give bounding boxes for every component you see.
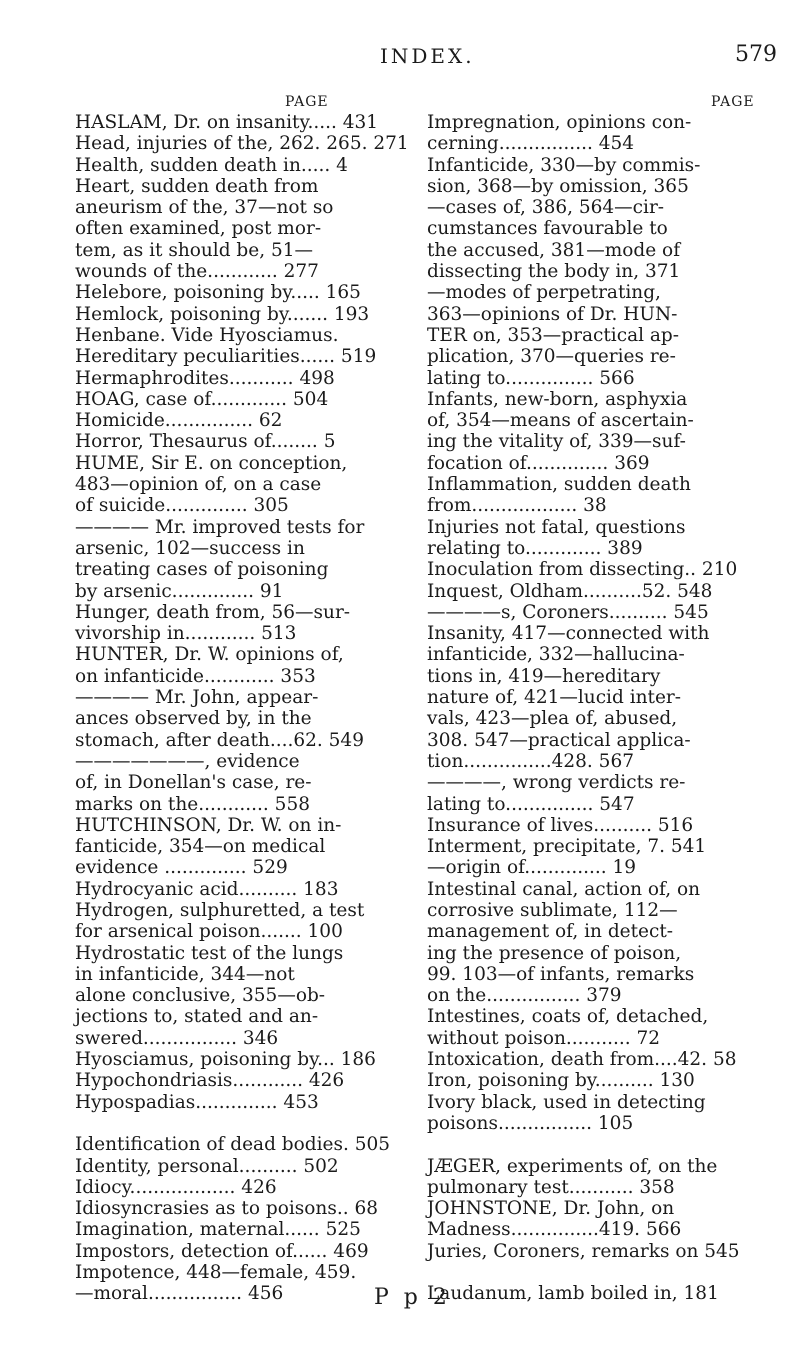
index-entry: —cases of, 386, 564—cir- xyxy=(427,197,665,219)
index-entry: HUME, Sir E. on conception, xyxy=(75,452,348,474)
index-entry xyxy=(427,1262,772,1283)
index-entry: of, in Donellan's case, re- xyxy=(75,772,312,794)
index-entry: Heart, sudden death from xyxy=(75,175,319,197)
index-entry: cerning................ 454 xyxy=(427,133,635,155)
index-entry: corrosive sublimate, 112— xyxy=(427,899,678,921)
index-entry: Hydrocyanic acid.......... 183 xyxy=(75,878,339,900)
index-entry: Hypochondriasis............ 426 xyxy=(75,1070,345,1092)
index-entry: 99. 103—of infants, remarks xyxy=(427,963,695,985)
index-entry: fanticide, 354—on medical xyxy=(75,836,326,858)
index-entry: ing the vitality of, 339—suf- xyxy=(427,431,686,453)
index-entry: treating cases of poisoning xyxy=(75,559,329,581)
index-entry: infanticide, 332—hallucina- xyxy=(427,644,685,666)
index-entry xyxy=(75,1113,420,1134)
index-entry: —moral................ 456 xyxy=(75,1283,284,1305)
index-entry: Hemlock, poisoning by....... 193 xyxy=(75,303,370,325)
index-entry: wounds of the............ 277 xyxy=(75,261,319,283)
index-entry: Hypospadias.............. 453 xyxy=(75,1091,319,1113)
index-entry: Infanticide, 330—by commis- xyxy=(427,154,701,176)
index-entry: Intestinal canal, action of, on xyxy=(427,878,701,900)
index-entry: Impregnation, opinions con- xyxy=(427,112,692,133)
right-index-column xyxy=(427,112,772,1305)
index-entry: Ivory black, used in detecting xyxy=(427,1091,706,1113)
index-entry: Iron, poisoning by.......... 130 xyxy=(427,1070,695,1092)
right-column-page-label: PAGE xyxy=(711,94,755,110)
index-entry: without poison........... 72 xyxy=(427,1027,661,1049)
printer-signature: P p 2 xyxy=(374,1285,451,1310)
index-entry: Hunger, death from, 56—sur- xyxy=(75,601,351,623)
index-entry: relating to............. 389 xyxy=(427,537,643,559)
index-entry: marks on the............ 558 xyxy=(75,793,310,815)
index-entry: of suicide.............. 305 xyxy=(75,495,289,517)
index-entry: stomach, after death....62. 549 xyxy=(75,729,364,751)
index-entry: Helebore, poisoning by..... 165 xyxy=(75,282,361,304)
index-entry: Juries, Coroners, remarks on 545 xyxy=(427,1240,740,1262)
index-entry xyxy=(427,1134,772,1155)
index-entry: Hyosciamus, poisoning by... 186 xyxy=(75,1049,376,1071)
index-entry: sion, 368—by omission, 365 xyxy=(427,175,689,197)
index-entry: on infanticide............ 353 xyxy=(75,665,316,687)
index-entry: ———————, evidence xyxy=(75,750,300,772)
index-entry: ————s, Coroners.......... 545 xyxy=(427,601,709,623)
index-entry: lating to............... 547 xyxy=(427,793,635,815)
index-entry: HASLAM, Dr. on insanity..... 431 xyxy=(75,112,379,133)
index-entry: Head, injuries of the, 262. 265. 271 xyxy=(75,133,409,155)
index-entry: by arsenic.............. 91 xyxy=(75,580,284,602)
index-entry: Identity, personal.......... 502 xyxy=(75,1155,339,1177)
left-index-column xyxy=(75,112,420,1305)
index-entry: alone conclusive, 355—ob- xyxy=(75,985,326,1007)
index-entry: Intestines, coats of, detached, xyxy=(427,1006,709,1028)
index-entry: Inquest, Oldham..........52. 548 xyxy=(427,580,713,602)
index-entry: Horror, Thesaurus of........ 5 xyxy=(75,431,336,453)
index-entry: Idiosyncrasies as to poisons.. 68 xyxy=(75,1198,379,1220)
index-entry: plication, 370—queries re- xyxy=(427,346,676,368)
index-entry: often examined, post mor- xyxy=(75,218,322,240)
index-entry: vals, 423—plea of, abused, xyxy=(427,708,678,730)
index-entry: poisons................ 105 xyxy=(427,1112,634,1134)
index-entry: Infants, new-born, asphyxia xyxy=(427,388,688,410)
index-entry: Health, sudden death in..... 4 xyxy=(75,154,348,176)
index-entry: Homicide............... 62 xyxy=(75,410,283,432)
index-entry: in infanticide, 344—not xyxy=(75,963,295,985)
index-entry: aneurism of the, 37—not so xyxy=(75,197,334,219)
index-entry: tem, as it should be, 51— xyxy=(75,239,314,261)
index-entry: lating to............... 566 xyxy=(427,367,635,389)
index-entry: Inoculation from dissecting.. 210 xyxy=(427,559,738,581)
index-entry: ———— Mr. improved tests for xyxy=(75,516,365,538)
index-entry: Imagination, maternal...... 525 xyxy=(75,1219,361,1241)
index-entry: pulmonary test........... 358 xyxy=(427,1176,675,1198)
index-entry: 483—opinion of, on a case xyxy=(75,474,322,496)
index-entry: Intoxication, death from....42. 58 xyxy=(427,1049,737,1071)
left-column-page-label: PAGE xyxy=(285,94,329,110)
index-entry: from.................. 38 xyxy=(427,495,607,517)
index-entry: Interment, precipitate, 7. 541 xyxy=(427,836,707,858)
index-entry: —origin of.............. 19 xyxy=(427,857,637,879)
index-entry: Hermaphrodites........... 498 xyxy=(75,367,335,389)
index-entry: Injuries not fatal, questions xyxy=(427,516,686,538)
index-entry: for arsenical poison....... 100 xyxy=(75,921,343,943)
index-entry: Hereditary peculiarities...... 519 xyxy=(75,346,377,368)
index-entry: the accused, 381—mode of xyxy=(427,239,681,261)
index-entry: Insanity, 417—connected with xyxy=(427,623,710,645)
index-entry: Insurance of lives.......... 516 xyxy=(427,814,694,836)
index-entry: arsenic, 102—success in xyxy=(75,537,305,559)
index-entry: Hydrostatic test of the lungs xyxy=(75,942,344,964)
index-entry: focation of.............. 369 xyxy=(427,452,650,474)
page-header xyxy=(0,44,800,74)
index-entry: Idiocy.................. 426 xyxy=(75,1176,277,1198)
index-entry: Inflammation, sudden death xyxy=(427,474,691,496)
index-entry: ing the presence of poison, xyxy=(427,942,682,964)
page-number: 579 xyxy=(735,42,777,67)
index-entry: 363—opinions of Dr. HUN- xyxy=(427,303,678,325)
index-entry: Hydrogen, sulphuretted, a test xyxy=(75,899,365,921)
index-entry: evidence .............. 529 xyxy=(75,857,288,879)
index-entry: vivorship in............ 513 xyxy=(75,623,297,645)
index-entry: tion...............428. 567 xyxy=(427,750,634,772)
index-entry: ances observed by, in the xyxy=(75,708,312,730)
index-entry: management of, in detect- xyxy=(427,921,674,943)
index-entry: dissecting the body in, 371 xyxy=(427,261,681,283)
index-entry: Impotence, 448—female, 459. xyxy=(75,1262,357,1284)
index-entry: Madness...............419. 566 xyxy=(427,1219,682,1241)
index-entry: JOHNSTONE, Dr. John, on xyxy=(427,1198,675,1220)
index-entry: tions in, 419—hereditary xyxy=(427,665,661,687)
index-entry: swered................ 346 xyxy=(75,1027,279,1049)
index-entry: HUNTER, Dr. W. opinions of, xyxy=(75,644,344,666)
index-entry: HUTCHINSON, Dr. W. on in- xyxy=(75,814,342,836)
index-entry: nature of, 421—lucid inter- xyxy=(427,687,682,709)
index-entry: on the................ 379 xyxy=(427,985,622,1007)
index-entry: Henbane. Vide Hyosciamus. xyxy=(75,324,339,346)
index-entry: —modes of perpetrating, xyxy=(427,282,661,304)
index-entry: cumstances favourable to xyxy=(427,218,668,240)
index-entry: TER on, 353—practical ap- xyxy=(427,324,680,346)
index-entry: Identification of dead bodies. 505 xyxy=(75,1134,391,1156)
running-title: INDEX. xyxy=(380,44,475,68)
index-entry: JÆGER, experiments of, on the xyxy=(427,1155,718,1177)
index-entry: jections to, stated and an- xyxy=(75,1006,319,1028)
index-entry: Impostors, detection of...... 469 xyxy=(75,1240,369,1262)
index-entry: 308. 547—practical applica- xyxy=(427,729,691,751)
index-entry: ————, wrong verdicts re- xyxy=(427,772,686,794)
index-entry: of, 354—means of ascertain- xyxy=(427,410,694,432)
index-entry: HOAG, case of............. 504 xyxy=(75,388,329,410)
index-entry: ———— Mr. John, appear- xyxy=(75,687,319,709)
index-entry: Laudanum, lamb boiled in, 181 xyxy=(427,1283,719,1305)
